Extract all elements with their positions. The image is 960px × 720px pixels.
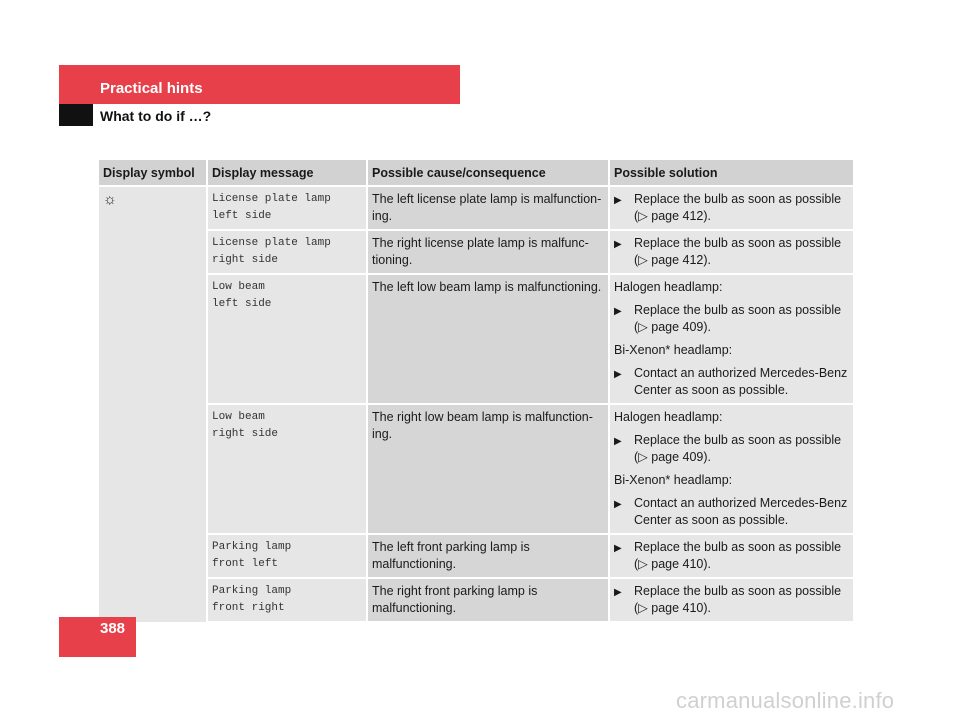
solution-step-text: Contact an authorized Mercedes-Benz Center as soon as possible. — [634, 496, 848, 527]
solution-step — [614, 191, 849, 225]
display-message-line: front left — [212, 558, 279, 570]
solution-step — [614, 235, 849, 269]
column-header: Possible solution — [609, 160, 853, 186]
table-row — [99, 404, 853, 534]
possible-solution-cell — [609, 404, 853, 534]
display-symbol-cell — [99, 186, 207, 622]
lamp-warning-icon: ☼ — [103, 191, 117, 208]
bullet-arrow-icon: ▶ — [614, 195, 622, 206]
bullet-arrow-icon: ▶ — [614, 499, 622, 510]
section-title: Practical hints — [100, 80, 203, 97]
table-header-row — [99, 160, 853, 186]
display-message-line: right side — [212, 254, 279, 266]
display-message-cell — [207, 534, 367, 578]
solution-step-text: Replace the bulb as soon as possible (▷ page 410). — [634, 584, 842, 615]
display-messages-table — [99, 160, 853, 623]
display-message-line: front right — [212, 602, 285, 614]
table-row — [99, 274, 853, 404]
possible-cause-cell: The right front parking lamp is malfunctioning. — [367, 578, 609, 622]
possible-solution-cell — [609, 186, 853, 230]
solution-step-text: Replace the bulb as soon as possible (▷ page 412). — [634, 192, 842, 223]
bullet-arrow-icon: ▶ — [614, 436, 622, 447]
possible-cause-cell: The right low beam lamp is malfunction-ing. — [367, 404, 609, 534]
display-message-line: left side — [212, 298, 272, 310]
possible-solution-cell — [609, 274, 853, 404]
display-message-cell — [207, 186, 367, 230]
display-message-line: right side — [212, 428, 279, 440]
table-row — [99, 578, 853, 622]
solution-step-text: Contact an authorized Mercedes-Benz Center as soon as possible. — [634, 366, 848, 397]
display-message-cell — [207, 404, 367, 534]
table-row — [99, 534, 853, 578]
solution-step — [614, 302, 849, 336]
solution-step-text: Replace the bulb as soon as possible (▷ page 412). — [634, 236, 842, 267]
page-subtitle: What to do if …? — [100, 108, 212, 124]
solution-label: Halogen headlamp: — [614, 410, 723, 424]
bullet-arrow-icon: ▶ — [614, 239, 622, 250]
table-row — [99, 186, 853, 230]
possible-solution-cell — [609, 578, 853, 622]
solution-step-text: Replace the bulb as soon as possible (▷ page 409). — [634, 303, 842, 334]
bullet-arrow-icon: ▶ — [614, 587, 622, 598]
solution-step — [614, 495, 849, 529]
bullet-arrow-icon: ▶ — [614, 543, 622, 554]
solution-step — [614, 539, 849, 573]
solution-label: Bi-Xenon* headlamp: — [614, 473, 733, 487]
possible-cause-cell: The right license plate lamp is malfunc-tioning. — [367, 230, 609, 274]
possible-solution-cell — [609, 534, 853, 578]
display-message-cell — [207, 230, 367, 274]
column-header: Display symbol — [99, 160, 207, 186]
solution-label: Halogen headlamp: — [614, 280, 723, 294]
display-message-line: Low beam — [212, 281, 265, 293]
display-message-cell — [207, 578, 367, 622]
table-row — [99, 230, 853, 274]
solution-label: Bi-Xenon* headlamp: — [614, 343, 733, 357]
subtitle-marker — [59, 104, 93, 126]
possible-solution-cell — [609, 230, 853, 274]
solution-step-text: Replace the bulb as soon as possible (▷ page 410). — [634, 540, 842, 571]
solution-step — [614, 583, 849, 617]
display-message-line: Low beam — [212, 411, 265, 423]
display-message-line: left side — [212, 210, 272, 222]
display-message-line: Parking lamp — [212, 585, 292, 597]
display-message-line: License plate lamp — [212, 193, 331, 205]
display-message-cell — [207, 274, 367, 404]
possible-cause-cell: The left license plate lamp is malfunction-ing. — [367, 186, 609, 230]
bullet-arrow-icon: ▶ — [614, 306, 622, 317]
solution-step-text: Replace the bulb as soon as possible (▷ page 409). — [634, 433, 842, 464]
watermark: carmanualsonline.info — [676, 688, 895, 713]
bullet-arrow-icon: ▶ — [614, 369, 622, 380]
display-message-line: Parking lamp — [212, 541, 292, 553]
column-header: Possible cause/consequence — [367, 160, 609, 186]
solution-step — [614, 365, 849, 399]
possible-cause-cell: The left front parking lamp is malfunctioning. — [367, 534, 609, 578]
column-header: Display message — [207, 160, 367, 186]
solution-step — [614, 432, 849, 466]
page-number: 388 — [100, 620, 126, 637]
possible-cause-cell: The left low beam lamp is malfunctioning. — [367, 274, 609, 404]
display-message-line: License plate lamp — [212, 237, 331, 249]
